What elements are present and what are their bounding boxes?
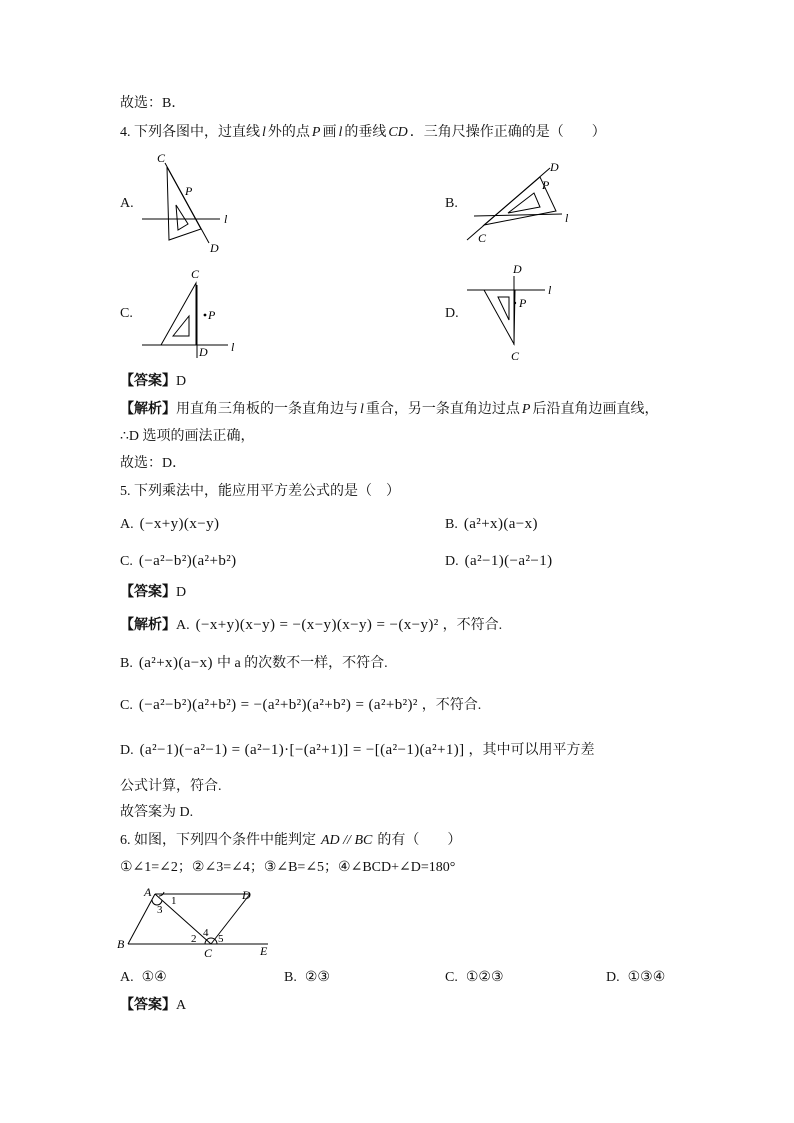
analysis-text: ，其中可以用平方差 xyxy=(468,743,595,758)
q4-stem-var: P xyxy=(311,125,321,140)
set-square-cutout xyxy=(508,193,540,213)
q4-stem-text: 画 xyxy=(322,125,337,140)
angle-label-4: 4 xyxy=(203,927,209,939)
option-label: C. xyxy=(445,970,458,985)
option-expression: (−a²−b²)(a²+b²) xyxy=(138,553,237,569)
q5-analysis-continuation: 公式计算，符合. xyxy=(120,779,222,794)
answer-tag: 【答案】 xyxy=(120,998,176,1013)
q6-stem-text: 的有（ ） xyxy=(377,833,462,848)
q6-option-c xyxy=(445,968,504,988)
q4-analysis-line1 xyxy=(120,400,658,420)
q6-stem-text: 6. 如图，下列四个条件中能判定 xyxy=(120,833,316,848)
segment-ab xyxy=(128,894,155,944)
analysis-var: l xyxy=(360,402,364,417)
q4-stem-var: l xyxy=(338,125,343,140)
q6-stem-relation: AD // BC xyxy=(321,833,373,848)
option-expression: (a²−1)(−a²−1) xyxy=(464,553,553,569)
answer-value: D xyxy=(176,585,187,600)
analysis-text: ，不符合. xyxy=(442,618,503,633)
q6-answer xyxy=(120,996,186,1016)
set-square-cutout xyxy=(176,205,188,230)
q4-option-b-label: B. xyxy=(445,196,458,211)
q6-option-b xyxy=(284,968,330,988)
analysis-expression: (−a²−b²)(a²+b²) = −(a²+b²)(a²+b²) = (a²+b²)² xyxy=(138,697,418,713)
label-l: l xyxy=(231,340,235,354)
label-l: l xyxy=(224,212,228,226)
set-square xyxy=(167,167,201,240)
point-p xyxy=(204,314,207,317)
prev-conclusion: 故选：B． xyxy=(120,96,186,111)
q5-analysis-c xyxy=(120,695,481,716)
analysis-expression: (−x+y)(x−y) = −(x−y)(x−y) = −(x−y)² xyxy=(195,617,439,633)
label-d: D xyxy=(199,345,208,359)
label-p: P xyxy=(519,296,527,310)
option-expression: (−x+y)(x−y) xyxy=(139,516,220,532)
option-text: ②③ xyxy=(304,970,330,985)
set-square-cutout xyxy=(498,297,509,320)
label-d: D xyxy=(513,262,522,276)
q4-figure-d xyxy=(462,260,562,364)
q5-analysis-a xyxy=(120,615,502,636)
q5-option-b xyxy=(445,514,542,535)
label-c: C xyxy=(511,349,520,363)
analysis-var: P xyxy=(521,402,531,417)
line-l xyxy=(474,214,562,216)
answer-value: A xyxy=(176,998,187,1013)
q6-parallelogram-figure xyxy=(115,882,275,962)
option-text: ①④ xyxy=(141,970,167,985)
q5-answer xyxy=(120,583,186,603)
option-label: A. xyxy=(120,517,134,532)
analysis-label: D. xyxy=(120,743,134,758)
answer-value: D xyxy=(176,374,187,389)
label-c: C xyxy=(478,231,487,245)
analysis-expression: (a²+x)(a−x) xyxy=(138,655,213,671)
option-label: D. xyxy=(445,554,459,569)
label-c: C xyxy=(157,151,166,165)
analysis-label: A. xyxy=(176,618,190,633)
q4-option-d-label: D. xyxy=(445,306,459,321)
analysis-tag: 【解析】 xyxy=(120,402,176,417)
q4-analysis-line2: ∴D 选项的画法正确， xyxy=(120,429,255,444)
q4-stem-text: ．三角尺操作正确的是（ ） xyxy=(409,125,606,140)
q4-stem-var: CD xyxy=(388,125,408,140)
q5-analysis-d xyxy=(120,740,595,761)
label-c: C xyxy=(191,267,200,281)
label-d: D xyxy=(550,160,559,174)
analysis-text: ，不符合. xyxy=(421,698,482,713)
angle-label-2: 2 xyxy=(191,933,197,945)
label-b: B xyxy=(117,937,125,951)
analysis-expression: (a²−1)(−a²−1) = (a²−1)·[−(a²+1)] = −[(a²−1)(a²+1)] xyxy=(139,742,465,758)
q5-stem: 5. 下列乘法中，能应用平方差公式的是（ ） xyxy=(120,484,400,499)
q5-analysis-conclusion: 故答案为 D. xyxy=(120,805,194,820)
option-expression: (a²+x)(a−x) xyxy=(463,516,538,532)
q4-option-a-label: A. xyxy=(120,196,134,211)
q6-option-d xyxy=(606,968,665,988)
q4-figure-b xyxy=(460,155,578,247)
q4-figure-a xyxy=(138,150,238,256)
option-text: ①③④ xyxy=(627,970,666,985)
q4-option-c-label: C. xyxy=(120,306,133,321)
answer-tag: 【答案】 xyxy=(120,585,176,600)
q6-conditions: ①∠1=∠2；②∠3=∠4；③∠B=∠5；④∠BCD+∠D=180° xyxy=(120,860,456,875)
angle-label-1: 1 xyxy=(171,895,177,907)
option-label: D. xyxy=(606,970,620,985)
label-d: D xyxy=(242,888,251,902)
label-d: D xyxy=(210,241,219,255)
analysis-text: 用直角三角板的一条直角边与 xyxy=(176,402,358,417)
analysis-text: 重合，另一条直角边过点 xyxy=(365,402,520,417)
label-p: P xyxy=(185,184,193,198)
q6-stem xyxy=(120,831,461,851)
analysis-tag: 【解析】 xyxy=(120,618,176,633)
label-p: P xyxy=(542,178,550,192)
analysis-label: B. xyxy=(120,656,133,671)
label-l: l xyxy=(548,283,552,297)
q5-option-a xyxy=(120,514,223,535)
q4-analysis-line3: 故选：D． xyxy=(120,456,187,471)
option-label: B. xyxy=(284,970,297,985)
q5-option-c xyxy=(120,551,241,572)
option-label: C. xyxy=(120,554,133,569)
angle-label-5: 5 xyxy=(218,933,224,945)
q4-answer xyxy=(120,372,186,392)
label-e: E xyxy=(260,944,268,958)
q4-figure-c xyxy=(138,265,243,360)
option-label: B. xyxy=(445,517,458,532)
q4-stem-text: 的垂线 xyxy=(344,125,387,140)
label-c: C xyxy=(204,946,213,960)
q4-stem-text: 4. 下列各图中，过直线 xyxy=(120,125,260,140)
point-p xyxy=(514,302,516,304)
q4-stem-text: 外的点 xyxy=(267,125,310,140)
label-l: l xyxy=(565,211,569,225)
q5-analysis-b xyxy=(120,653,388,674)
q4-stem xyxy=(120,123,606,143)
label-a: A xyxy=(144,885,152,899)
analysis-text: 后沿直角边画直线， xyxy=(532,402,659,417)
label-p: P xyxy=(208,308,216,322)
analysis-text: 中 a 的次数不一样，不符合. xyxy=(216,656,388,671)
angle-label-3: 3 xyxy=(157,904,163,916)
set-square xyxy=(484,290,515,344)
option-label: A. xyxy=(120,970,134,985)
answer-tag: 【答案】 xyxy=(120,374,176,389)
q6-option-a xyxy=(120,968,167,988)
option-text: ①②③ xyxy=(465,970,504,985)
q4-stem-var: l xyxy=(262,125,266,140)
analysis-label: C. xyxy=(120,698,133,713)
q5-option-d xyxy=(445,551,557,572)
